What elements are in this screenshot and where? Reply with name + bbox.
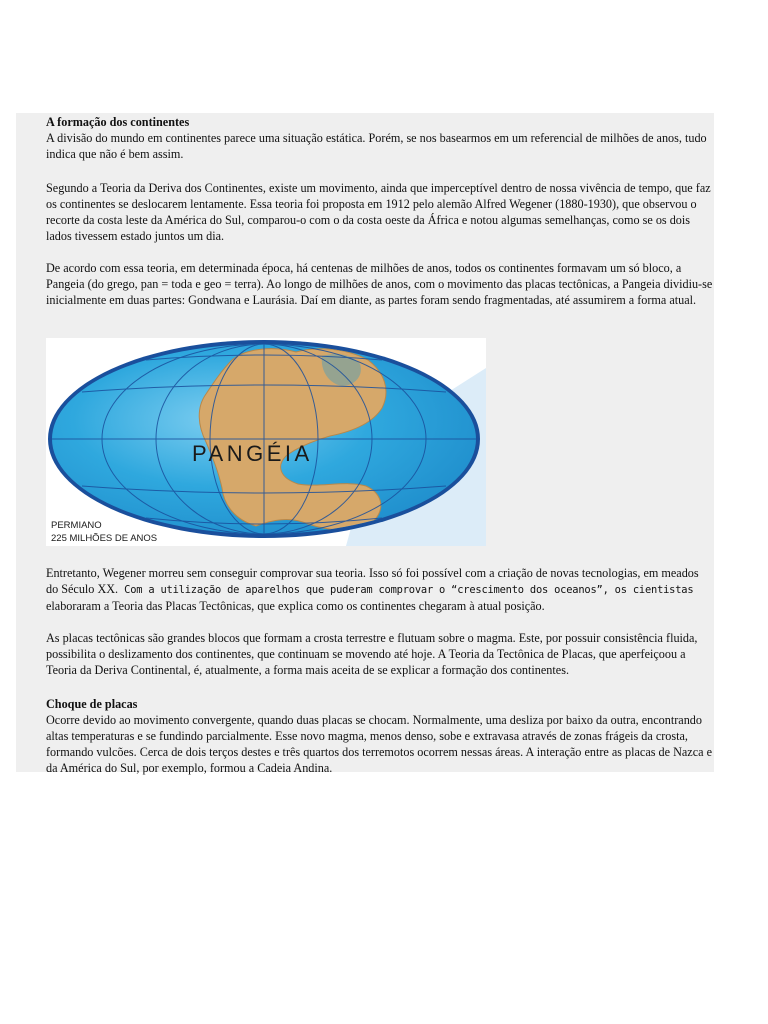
pangea-map (46, 338, 486, 546)
paragraph-5: As placas tectônicas são grandes blocos que formam a crosta terrestre e flutuam sobre o magma. Este, por possuir consistência fluida, possibilita o deslizamento dos continentes, que continuam se movendo até hoje. A Teoria da Tectônica de Placas, que aperfeiçoou a Teoria da Deriva Continental, é, atualmente, a forma mais aceita de se explicar a formação dos continentes. (46, 631, 698, 677)
pangea-label: PANGÉIA (192, 441, 313, 466)
paragraph-4-end: elaboraram a Teoria das Placas Tectônicas, que explica como os continentes chegaram à atual posição. (46, 599, 545, 613)
section-2-text: Ocorre devido ao movimento convergente, quando duas placas se chocam. Normalmente, uma desliza por baixo da outra, encontrando altas temperaturas e se fundindo parcialmente. Esse novo magma, menos denso, sobe e extravasa através de zonas frágeis da crosta, formando vulcões. Cerca de dois terços destes e três quartos dos terremotos ocorrem nessas áreas. A interação entre as placas de Nazca e da América do Sul, por exemplo, formou a Cadeia Andina. (46, 713, 712, 775)
paragraph-4 (46, 565, 713, 614)
paragraph-3: De acordo com essa teoria, em determinada época, há centenas de milhões de anos, todos os continentes formavam um só bloco, a Pangeia (do grego, pan = toda e geo = terra). Ao longo de milhões de anos, com o movimento das placas tectônicas, a Pangeia dividiu-se inicialmente em duas partes: Gondwana e Laurásia. Daí em diante, as partes foram sendo fragmentadas, até assumirem a forma atual. (46, 261, 713, 307)
paragraph-4-mono: Com a utilização de aparelhos que puderam comprovar o “crescimento dos oceanos”, os cientistas (118, 584, 694, 596)
figure-caption-age: 225 MILHÕES DE ANOS (51, 533, 158, 544)
paragraph-4-start: Entretanto, Wegener morreu sem conseguir comprovar sua teoria. Isso só foi possível com a criação de novas tecnologias, em meados do Século XX. (46, 566, 699, 596)
section-2-title: Choque de placas (46, 697, 138, 711)
paragraph-2: Segundo a Teoria da Deriva dos Continentes, existe um movimento, ainda que imperceptível dentro de nossa vivência de tempo, que faz os continentes se deslocarem lentamente. Essa teoria foi proposta em 1912 pelo alemão Alfred Wegener (1880-1930), que observou o recorte da costa leste da América do Sul, comparou-o com o da costa oeste da África e notou algumas semelhanças, como se os dois lados tivessem estado juntos um dia. (46, 181, 711, 243)
paragraph-1: A divisão do mundo em continentes parece uma situação estática. Porém, se nos basearmos em um referencial de milhões de anos, tudo indica que não é bem assim. (46, 131, 707, 161)
figure-caption-period: PERMIANO (51, 520, 102, 531)
pangea-map-figure (46, 338, 486, 546)
document-title: A formação dos continentes (46, 115, 190, 129)
